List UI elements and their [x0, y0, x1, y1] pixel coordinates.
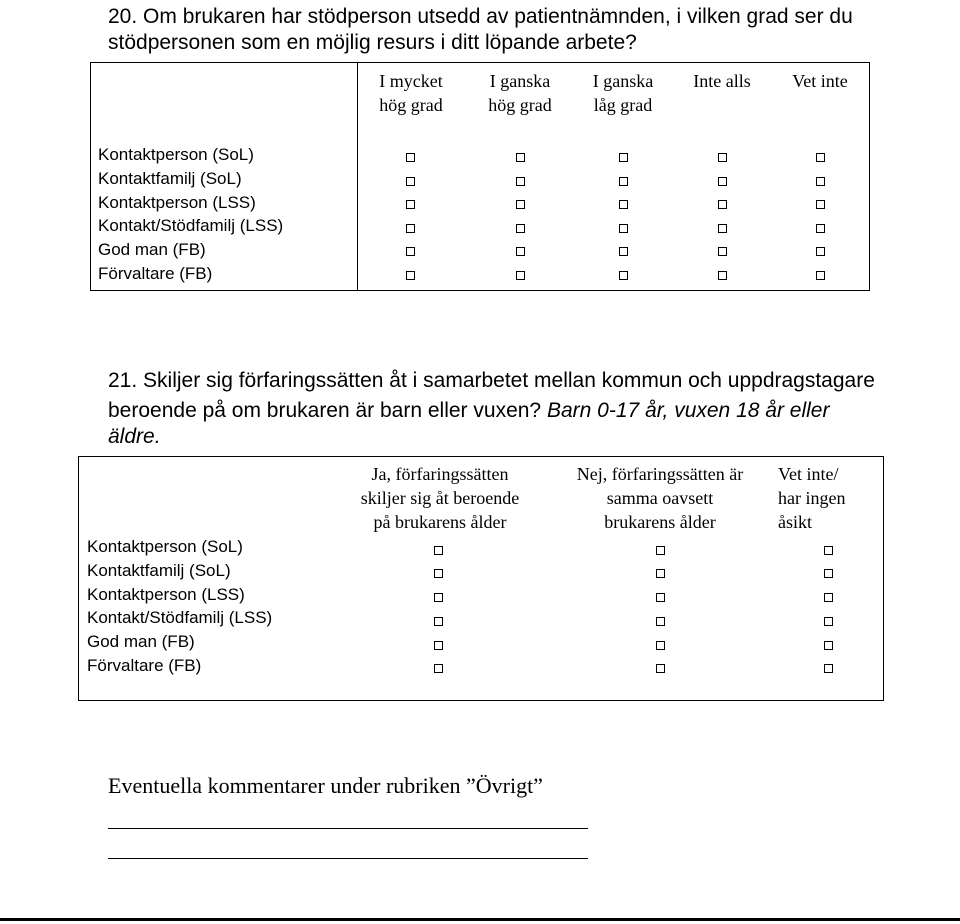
q21-header-1-line2: skiljer sig åt beroende — [360, 488, 520, 508]
q20-checkbox[interactable] — [406, 177, 415, 186]
q20-header-4 — [672, 69, 772, 93]
q20-checkbox[interactable] — [619, 247, 628, 256]
q20-header-3-line2: låg grad — [593, 95, 653, 115]
q20-checkbox[interactable] — [816, 177, 825, 186]
q20-checkbox[interactable] — [516, 153, 525, 162]
q20-row-label: Kontaktfamilj (SoL) — [98, 168, 242, 188]
q21-checkbox[interactable] — [656, 617, 665, 626]
q20-header-3 — [573, 69, 673, 117]
q21-header-1-line1: Ja, förfaringssätten — [371, 464, 509, 484]
q20-header-4-line1: Inte alls — [693, 71, 751, 91]
q21-header-1-line3: på brukarens ålder — [373, 512, 507, 532]
q21-checkbox[interactable] — [434, 593, 443, 602]
q20-checkbox[interactable] — [718, 271, 727, 280]
q20-header-5 — [770, 69, 870, 93]
q21-row-label: Förvaltare (FB) — [87, 655, 202, 675]
comment-line-1[interactable] — [108, 828, 588, 829]
q21-checkbox[interactable] — [824, 664, 833, 673]
q21-checkbox[interactable] — [824, 593, 833, 602]
q21-row-label: Kontakt/Stödfamilj (LSS) — [87, 608, 273, 628]
q20-header-1 — [362, 69, 460, 117]
q21-header-3-line1: Vet inte/ — [778, 464, 839, 484]
q20-checkbox[interactable] — [516, 224, 525, 233]
q21-question-line3: äldre. — [108, 425, 161, 448]
q20-checkbox[interactable] — [816, 200, 825, 209]
comment-line-2[interactable] — [108, 858, 588, 859]
q21-checkbox[interactable] — [656, 664, 665, 673]
q21-checkbox[interactable] — [656, 641, 665, 650]
q21-checkbox[interactable] — [434, 569, 443, 578]
q21-row-label: Kontaktperson (SoL) — [87, 537, 243, 556]
q21-checkbox[interactable] — [434, 617, 443, 626]
q20-checkbox[interactable] — [619, 153, 628, 162]
q20-checkbox[interactable] — [816, 271, 825, 280]
q20-row-label: God man (FB) — [98, 240, 206, 260]
q20-checkbox[interactable] — [516, 271, 525, 280]
q20-row-label: Kontakt/Stödfamilj (LSS) — [98, 216, 284, 236]
q21-checkbox[interactable] — [656, 546, 665, 555]
q20-checkbox[interactable] — [718, 247, 727, 256]
q21-checkbox[interactable] — [824, 617, 833, 626]
q20-checkbox[interactable] — [619, 200, 628, 209]
q21-table-left-border — [78, 456, 79, 701]
q21-question-line2-italic: Barn 0-17 år, vuxen 18 år eller — [546, 399, 830, 422]
q21-header-3 — [778, 462, 878, 534]
q21-header-2 — [550, 462, 770, 534]
q20-question-line2: stödpersonen som en möjlig resurs i ditt löpande arbete? — [108, 31, 637, 54]
q21-header-2-line2: samma oavsett — [606, 488, 714, 508]
q21-row-label: Kontaktfamilj (SoL) — [87, 560, 231, 580]
q20-row-labels — [98, 143, 283, 286]
q21-question-line2 — [108, 398, 829, 424]
q20-header-5-line1: Vet inte — [792, 71, 848, 91]
q21-checkbox[interactable] — [656, 593, 665, 602]
q20-checkbox[interactable] — [406, 224, 415, 233]
q20-checkbox[interactable] — [516, 177, 525, 186]
q20-row-label: Förvaltare (FB) — [98, 263, 213, 283]
q20-checkbox[interactable] — [718, 224, 727, 233]
q20-checkbox[interactable] — [816, 153, 825, 162]
q21-header-3-line3: åsikt — [778, 512, 812, 532]
q21-row-label: God man (FB) — [87, 632, 195, 652]
q20-checkbox[interactable] — [718, 200, 727, 209]
q20-header-3-line1: I ganska — [592, 71, 654, 91]
q21-checkbox[interactable] — [824, 641, 833, 650]
q21-checkbox[interactable] — [824, 546, 833, 555]
q21-header-1 — [335, 462, 545, 534]
q20-table-divider — [357, 62, 358, 291]
q21-checkbox[interactable] — [434, 664, 443, 673]
q21-checkbox[interactable] — [656, 569, 665, 578]
q20-checkbox[interactable] — [816, 247, 825, 256]
q21-table-right-border — [883, 456, 884, 701]
q20-row-label: Kontaktperson (LSS) — [98, 192, 256, 212]
q20-checkbox[interactable] — [816, 224, 825, 233]
q20-checkbox[interactable] — [619, 224, 628, 233]
q21-row-label: Kontaktperson (LSS) — [87, 584, 245, 604]
q20-checkbox[interactable] — [406, 247, 415, 256]
q21-checkbox[interactable] — [434, 546, 443, 555]
q21-question-line1: 21. Skiljer sig förfaringssätten åt i samarbetet mellan kommun och uppdragstagare — [108, 369, 875, 392]
q21-table-bottom-border — [78, 700, 884, 701]
q20-checkbox[interactable] — [406, 200, 415, 209]
q20-header-2-line1: I ganska — [489, 71, 551, 91]
q21-row-labels — [87, 535, 272, 678]
q20-checkbox[interactable] — [718, 153, 727, 162]
q20-checkbox[interactable] — [516, 247, 525, 256]
q21-header-2-line3: brukarens ålder — [604, 512, 716, 532]
q20-checkbox[interactable] — [516, 200, 525, 209]
comments-label: Eventuella kommentarer under rubriken ”Övrigt” — [108, 773, 543, 798]
q21-table-top-border — [78, 456, 884, 457]
q20-header-2 — [470, 69, 570, 117]
q21-header-3-line2: har ingen — [778, 488, 846, 508]
q20-header-2-line2: hög grad — [488, 95, 552, 115]
q20-checkbox[interactable] — [718, 177, 727, 186]
q20-question-line1: 20. Om brukaren har stödperson utsedd av patientnämnden, i vilken grad ser du — [108, 5, 853, 28]
q20-row-label: Kontaktperson (SoL) — [98, 145, 254, 164]
q21-question-line2-text: beroende på om brukaren är barn eller vuxen? — [108, 399, 547, 422]
q20-header-1-line2: hög grad — [379, 95, 443, 115]
q21-checkbox[interactable] — [824, 569, 833, 578]
page-bottom-rule — [0, 918, 960, 921]
q20-checkbox[interactable] — [406, 271, 415, 280]
q20-header-1-line1: I mycket — [379, 71, 443, 91]
q20-checkbox[interactable] — [406, 153, 415, 162]
q21-header-2-line1: Nej, förfaringssätten är — [576, 464, 744, 484]
q20-checkbox[interactable] — [619, 177, 628, 186]
q20-checkbox[interactable] — [619, 271, 628, 280]
q21-checkbox[interactable] — [434, 641, 443, 650]
